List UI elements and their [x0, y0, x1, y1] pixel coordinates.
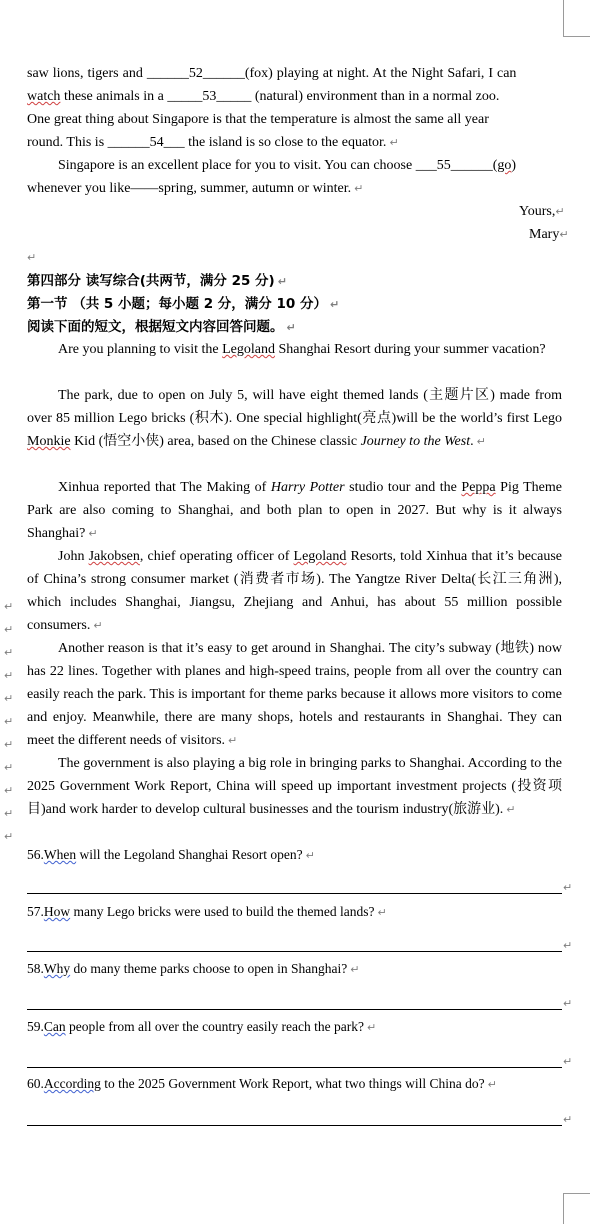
- margin-mark: ↵: [4, 692, 14, 705]
- p1-text-end: Shanghai Resort during your summer vacation?: [274, 342, 546, 357]
- question-number: 57.: [27, 904, 44, 919]
- spellcheck-word: Jakobsen: [88, 549, 140, 564]
- paragraph-mark: ↵: [563, 881, 573, 894]
- paragraph-mark: ↵: [350, 963, 360, 976]
- section-heading: [27, 271, 287, 291]
- letter-line-6-text: whenever you like——spring, summer, autumn or winter.: [27, 181, 352, 196]
- empty-paragraph-mark: ↵: [27, 251, 37, 264]
- answer-line-57[interactable]: [27, 951, 562, 952]
- p1-text: Are you planning to visit the: [58, 342, 223, 357]
- p3-text: Xinhua reported that The Making of: [58, 480, 271, 495]
- letter-line-5-end: ): [511, 158, 517, 173]
- p4-text: John: [58, 549, 89, 564]
- passage-paragraph-2: [27, 384, 562, 453]
- passage-paragraph-4: [27, 545, 562, 637]
- letter-line-2: [27, 87, 499, 107]
- paragraph-mark: ↵: [563, 1113, 573, 1126]
- letter-line-4-text: round. This is ______54___ the island is so close to the equator.: [27, 135, 387, 150]
- film-title: Harry Potter: [270, 480, 345, 495]
- paragraph-mark: ↵: [563, 939, 573, 952]
- passage-paragraph-3: [27, 476, 562, 545]
- p5-text: Another reason is that it’s easy to get around in Shanghai. The city’s subway (地铁) now has 22 lines. Together with planes and high-speed trains, people from all over the country can easily reach the park. This is important for theme parks because it allows more visitors to come and enjoy. Meanwhile, there are many shops, hotels and restaurants in Shanghai. They can meet the different needs of visitors.: [27, 641, 562, 748]
- passage-paragraph-6: [27, 752, 562, 821]
- margin-mark: ↵: [4, 623, 14, 636]
- paragraph-mark: ↵: [555, 205, 565, 218]
- p2-text: The park, due to open on July 5, will have eight themed lands (主题片区) made from over 85 million Lego bricks (积木). One special highlight(亮点)will be the world’s first Lego: [27, 388, 562, 426]
- margin-mark: ↵: [4, 784, 14, 797]
- letter-line-6: [27, 179, 363, 199]
- letter-line-3: One great thing about Singapore is that the temperature is almost the same all year: [27, 112, 489, 127]
- p2-text-end: .: [470, 434, 474, 449]
- paragraph-mark: ↵: [487, 1078, 497, 1091]
- paragraph-mark: ↵: [228, 734, 238, 747]
- answer-line-56[interactable]: [27, 893, 562, 894]
- letter-signature: [529, 225, 569, 245]
- margin-mark: ↵: [4, 715, 14, 728]
- question-56: [27, 845, 315, 865]
- paragraph-mark: ↵: [389, 136, 399, 149]
- question-text: do many theme parks choose to open in Shanghai?: [70, 961, 348, 976]
- spellcheck-word: go: [497, 158, 512, 173]
- margin-mark: ↵: [4, 761, 14, 774]
- paragraph-mark: ↵: [329, 298, 340, 311]
- margin-mark: ↵: [4, 646, 14, 659]
- instruction: [27, 317, 296, 337]
- margin-mark: ↵: [4, 830, 14, 843]
- question-text: to the 2025 Government Work Report, what two things will China do?: [100, 1076, 485, 1091]
- margin-mark: ↵: [4, 600, 14, 613]
- grammar-flagged-word: How: [43, 904, 71, 919]
- book-title: Journey to the West: [360, 434, 471, 449]
- grammar-flagged-word: When: [43, 847, 77, 862]
- answer-line-59[interactable]: [27, 1067, 562, 1068]
- margin-mark: ↵: [4, 807, 14, 820]
- question-number: 59.: [27, 1019, 44, 1034]
- letter-line-5: [58, 156, 516, 176]
- spellcheck-word: Legoland: [293, 549, 347, 564]
- question-59: [27, 1017, 376, 1037]
- paragraph-mark: ↵: [88, 527, 98, 540]
- margin-mark: ↵: [4, 738, 14, 751]
- spellcheck-word: Peppa: [461, 480, 496, 495]
- paragraph-mark: ↵: [367, 1021, 377, 1034]
- spellcheck-word: Legoland: [222, 342, 275, 357]
- question-58: [27, 959, 359, 979]
- answer-line-58[interactable]: [27, 1009, 562, 1010]
- spellcheck-word: watch: [27, 89, 61, 104]
- paragraph-mark: ↵: [563, 997, 573, 1010]
- passage-paragraph-5: [27, 637, 562, 752]
- paragraph-mark: ↵: [476, 435, 486, 448]
- p2-text-mid: Kid (悟空小侠) area, based on the Chinese classic: [70, 434, 361, 449]
- paragraph-mark: ↵: [277, 275, 287, 288]
- p3-text-mid: studio tour and the: [344, 480, 462, 495]
- page-corner-mark-bottom: [563, 1193, 590, 1224]
- question-text: people from all over the country easily reach the park?: [65, 1019, 364, 1034]
- question-number: 58.: [27, 961, 44, 976]
- paragraph-mark: ↵: [559, 228, 569, 241]
- letter-line-2-text: these animals in a _____53_____ (natural) environment than in a normal zoo.: [60, 89, 500, 104]
- signature-text: Mary: [529, 227, 560, 242]
- question-number: 60.: [27, 1076, 44, 1091]
- closing-text: Yours,: [519, 204, 556, 219]
- letter-line-5-text: Singapore is an excellent place for you to visit. You can choose ___55______(: [58, 158, 498, 173]
- p6-text: The government is also playing a big role in bringing parks to Shanghai. According to the 2025 Government Work Report, China will speed up important investment projects (投资项目)and work harder to develop cultural businesses and the tourism industry(旅游业).: [27, 756, 562, 817]
- passage-paragraph-1: [27, 338, 562, 361]
- spellcheck-word: Monkie: [27, 434, 71, 449]
- question-text: many Lego bricks were used to build the themed lands?: [70, 904, 375, 919]
- paragraph-mark: ↵: [93, 619, 103, 632]
- paragraph-mark: ↵: [506, 803, 516, 816]
- paragraph-mark: ↵: [563, 1055, 573, 1068]
- paragraph-mark: ↵: [286, 321, 296, 334]
- question-57: [27, 902, 387, 922]
- letter-line-4: [27, 133, 399, 153]
- subsection-heading-text: 第一节 （共 5 小题；每小题 2 分，满分 10 分）: [27, 296, 327, 312]
- paragraph-mark: ↵: [305, 849, 315, 862]
- letter-closing: [519, 202, 565, 222]
- question-number: 56.: [27, 847, 44, 862]
- answer-line-60[interactable]: [27, 1125, 562, 1126]
- section-heading-text: 第四部分 读写综合(共两节，满分 25 分): [27, 273, 275, 289]
- p4-text-mid: , chief operating officer of: [139, 549, 294, 564]
- paragraph-mark: ↵: [354, 182, 364, 195]
- p3-text-end: Pig Theme Park are also coming to Shanghai, and both plan to open in 2027. But why is it always Shanghai?: [27, 480, 562, 541]
- letter-line-1: saw lions, tigers and ______52______(fox) playing at night. At the Night Safari, I can: [27, 66, 517, 81]
- question-60: [27, 1074, 497, 1094]
- subsection-heading: [27, 294, 339, 314]
- grammar-flagged-word: According: [43, 1076, 101, 1091]
- paragraph-mark: ↵: [377, 906, 387, 919]
- margin-mark: ↵: [4, 669, 14, 682]
- p4-text-end: Resorts, told Xinhua that it’s because of China’s strong consumer market (消费者市场). The Yangtze River Delta(长江三角洲), which includes Shanghai, Jiangsu, Zhejiang and Anhui, has about 55 million possible consumers.: [27, 549, 562, 633]
- grammar-flagged-word: Can: [43, 1019, 66, 1034]
- page-corner-mark-top: [563, 0, 590, 37]
- grammar-flagged-word: Why: [43, 961, 71, 976]
- question-text: will the Legoland Shanghai Resort open?: [76, 847, 303, 862]
- instruction-text: 阅读下面的短文，根据短文内容回答问题。: [27, 319, 284, 335]
